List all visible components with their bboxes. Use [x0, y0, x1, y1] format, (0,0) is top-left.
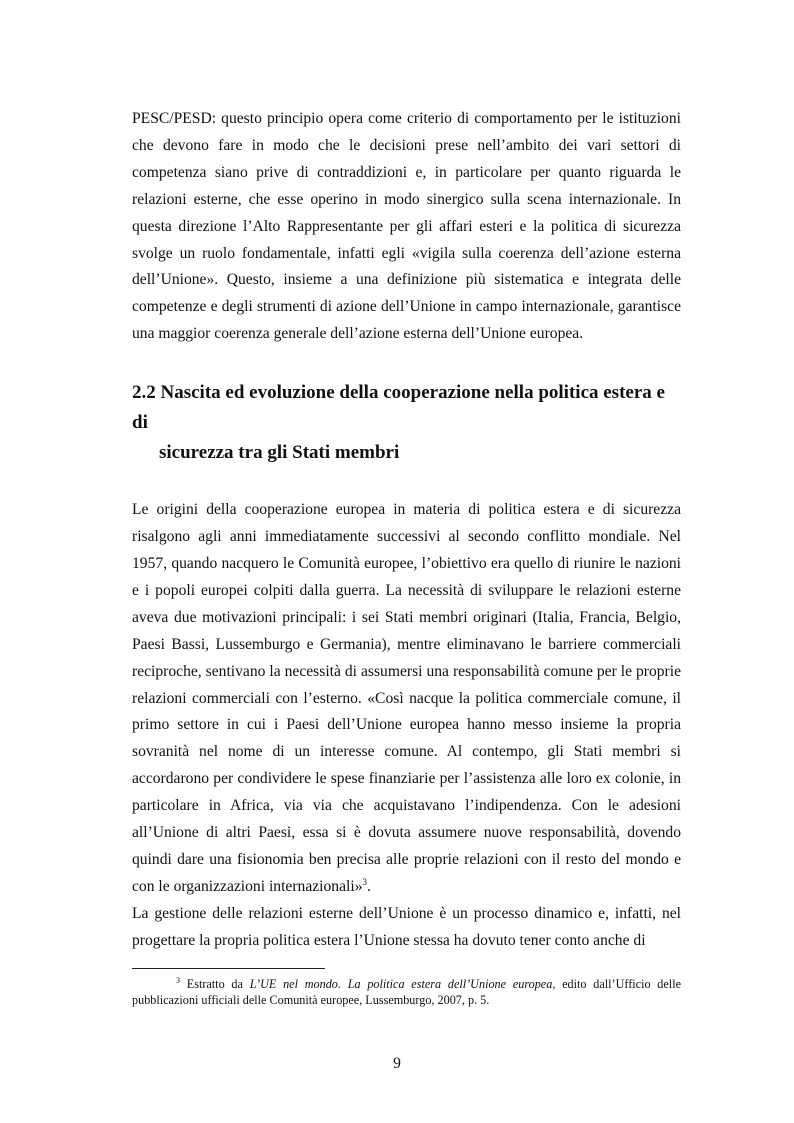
- paragraph-origins-text: Le origini della cooperazione europea in materia di politica estera e di sicurezza risalgono agli anni immediatamente successivi al secondo conflitto mondiale. Nel 1957, quando nacquero le Comunità europee, l’obiettivo era quello di riunire le nazioni e i popoli europei colpiti dalla guerra. La necessità di sviluppare le relazioni esterne aveva due motivazioni principali: i sei Stati membri originari (Italia, Francia, Belgio, Paesi Bassi, Lussemburgo e Germania), mentre eliminavano le barriere commerciali reciproche, sentivano la necessità di assumersi una responsabilità comune per le proprie relazioni commerciali con l’esterno. «Così nacque la politica commerciale comune, il primo settore in cui i Paesi dell’Unione europea hanno messo insieme la propria sovranità nel nome di un interesse comune. Al contempo, gli Stati membri si accordarono per condividere le spese finanziarie per l’assistenza alle loro ex colonie, in particolare in Africa, via via che acquistavano l’indipendenza. Con le adesioni all’Unione di altri Paesi, essa si è dovuta assumere nuove responsabilità, dovendo quindi dare una fisionomia ben precisa alle proprie relazioni con il resto del mondo e con le organizzazioni internazionali»: [132, 501, 681, 895]
- section-heading-line2: sicurezza tra gli Stati membri: [159, 442, 400, 464]
- footnote-prefix: Estratto da: [180, 977, 250, 991]
- paragraph-intro: PESC/PESD: questo principio opera come criterio di comportamento per le istituzioni che devono fare in modo che le decisioni prese nell’ambito dei vari settori di competenza siano prive di contraddizioni e, in particolare per quanto riguarda le relazioni esterne, che esse operino in modo sinergico sulla scena internazionale. In questa direzione l’Alto Rappresentante per gli affari esteri e la politica di sicurezza svolge un ruolo fondamentale, infatti egli «vigila sulla coerenza dell’azione esterna dell’Unione». Questo, insieme a una definizione più sistematica e integrata delle competenze e degli strumenti di azione dell’Unione in campo internazionale, garantisce una maggior coerenza generale dell’azione esterna dell’Unione europea.: [132, 110, 681, 343]
- section-heading: [132, 378, 681, 468]
- footnote: [132, 976, 681, 1008]
- footnote-title: L’UE nel mondo. La politica estera dell’Unione europea: [249, 977, 553, 991]
- footnote-divider: [132, 968, 325, 969]
- page-number: 9: [393, 1055, 401, 1072]
- footnote-reference[interactable]: 3: [362, 876, 367, 887]
- paragraph-origins: [132, 497, 681, 901]
- page-body: [132, 106, 681, 955]
- paragraph-management: La gestione delle relazioni esterne dell’Unione è un processo dinamico e, infatti, nel progettare la propria politica estera l’Unione stessa ha dovuto tener conto anche di: [132, 904, 681, 949]
- footnote-mark: 3: [176, 976, 180, 985]
- paragraph-origins-end: .: [367, 877, 371, 895]
- section-heading-line1: 2.2 Nascita ed evoluzione della cooperazione nella politica estera e di: [132, 382, 665, 434]
- footnote-suffix: , edito dall’Ufficio delle pubblicazioni ufficiali delle Comunità europee, Lussemburgo, 2007, p. 5.: [132, 977, 681, 1007]
